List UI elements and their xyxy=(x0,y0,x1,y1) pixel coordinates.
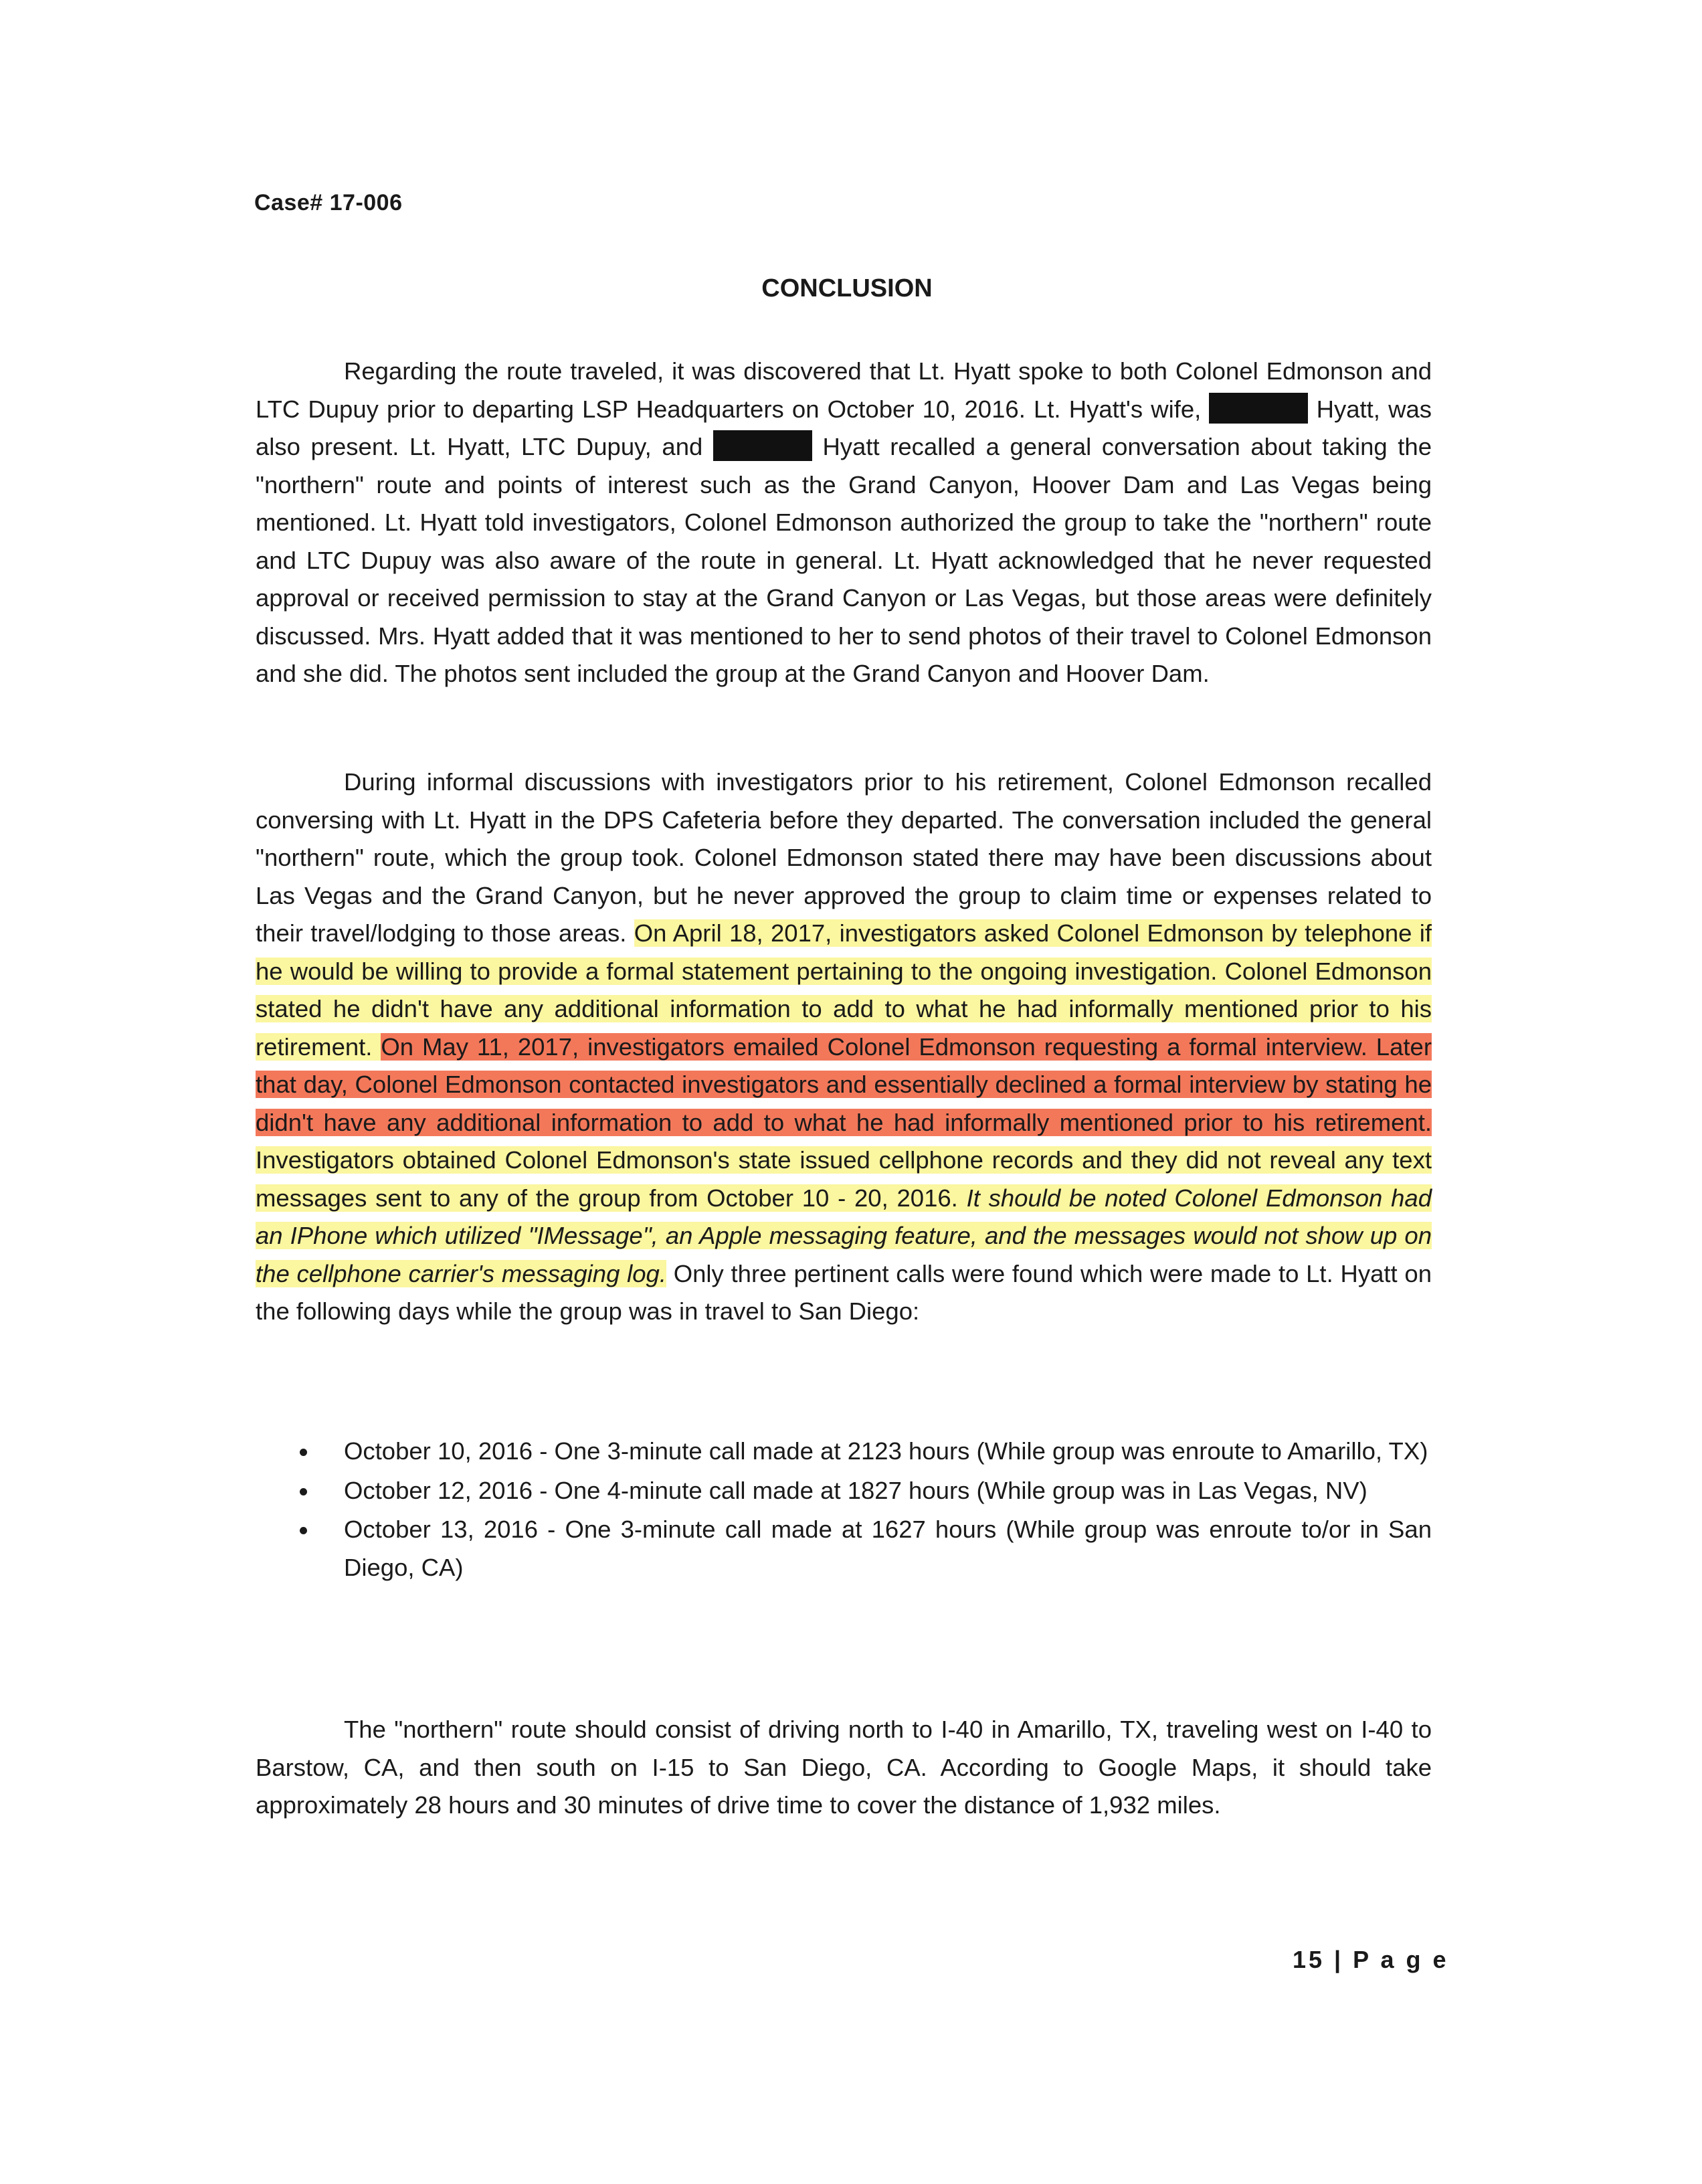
paragraph-edmonson-plain: During informal discussions with investigators prior to his retirement, Colonel Edmonson recalled conversing with Lt. Hyatt in the DPS Cafeteria before they departed. The conversation included the general "northern" route, which the group took. Colonel Edmonson stated there may have been discussions about Las Vegas and the Grand Canyon, but he never approved the group to claim time or expenses related to their travel/lodging to those areas. xyxy=(256,768,1432,947)
paragraph-northern-route: The "northern" route should consist of driving north to I-40 in Amarillo, TX, traveling west on I-40 to Barstow, CA, and then south on I-15 to San Diego, CA. According to Google Maps, it should take approximately 28 hours and 30 minutes of drive time to cover the distance of 1,932 miles. xyxy=(256,1716,1432,1819)
paragraph-route xyxy=(256,353,1432,693)
list-item: October 12, 2016 - One 4-minute call made at 1827 hours (While group was in Las Vegas, NV) xyxy=(300,1472,1432,1510)
redaction-box xyxy=(713,430,812,461)
paragraph-route-part-a: Regarding the route traveled, it was discovered that Lt. Hyatt spoke to both Colonel Edmonson and LTC Dupuy prior to departing LSP Headquarters on October 10, 2016. Lt. Hyatt's wife, xyxy=(256,357,1432,423)
call-list xyxy=(300,1433,1432,1588)
highlight-yellow: Investigators obtained Colonel Edmonson's state issued cellphone records and they did not reveal any text messages sent to any of the group from October 10 - 20, 2016. xyxy=(256,1146,1432,1212)
list-item: October 13, 2016 - One 3-minute call made at 1627 hours (While group was enroute to/or in San Diego, CA) xyxy=(300,1511,1432,1586)
paragraph-edmonson xyxy=(256,763,1432,1331)
highlight-yellow: On April 18, 2017, investigators asked Colonel Edmonson by telephone if he would be willing to provide a formal statement pertaining to the ongoing investigation. Colonel Edmonson stated he didn't have any additional information to add to what he had informally mentioned prior to his retirement. xyxy=(256,919,1432,1061)
page-number: 15 | P a g e xyxy=(1293,1946,1449,1973)
paragraph-edmonson-tail: Only three pertinent calls were found which were made to Lt. Hyatt on the following days while the group was in travel to San Diego: xyxy=(256,1259,1432,1325)
redaction-box xyxy=(1209,393,1308,424)
paragraph-route-part-b: Hyatt, was also present. Lt. Hyatt, LTC Dupuy, and xyxy=(256,395,1432,460)
paragraph-route-part-c: Hyatt recalled a general conversation about taking the "northern" route and points of interest such as the Grand Canyon, Hoover Dam and Las Vegas being mentioned. Lt. Hyatt told investigators, Colonel Edmonson authorized the group to take the "northern" route and LTC Dupuy was also aware of the route in general. Lt. Hyatt acknowledged that he never requested approval or received permission to stay at the Grand Canyon or Las Vegas, but those areas were definitely discussed. Mrs. Hyatt added that it was mentioned to her to send photos of their travel to Colonel Edmonson and she did. The photos sent included the group at the Grand Canyon and Hoover Dam. xyxy=(256,433,1432,687)
heading-text: CONCLUSION xyxy=(761,274,933,302)
highlight-yellow-italic: It should be noted Colonel Edmonson had an IPhone which utilized "IMessage", an Apple messaging feature, and the messages would not show up on the cellphone carrier's messaging log. xyxy=(256,1184,1432,1287)
list-item: October 10, 2016 - One 3-minute call made at 2123 hours (While group was enroute to Amarillo, TX) xyxy=(300,1433,1432,1471)
section-heading xyxy=(0,274,1702,303)
highlight-orange: On May 11, 2017, investigators emailed Colonel Edmonson requesting a formal interview. Later that day, Colonel Edmonson contacted investigators and essentially declined a formal interview by stating he didn't have any additional information to add to what he had informally mentioned prior to his retirement. xyxy=(256,1032,1432,1136)
case-number: Case# 17-006 xyxy=(254,190,403,215)
